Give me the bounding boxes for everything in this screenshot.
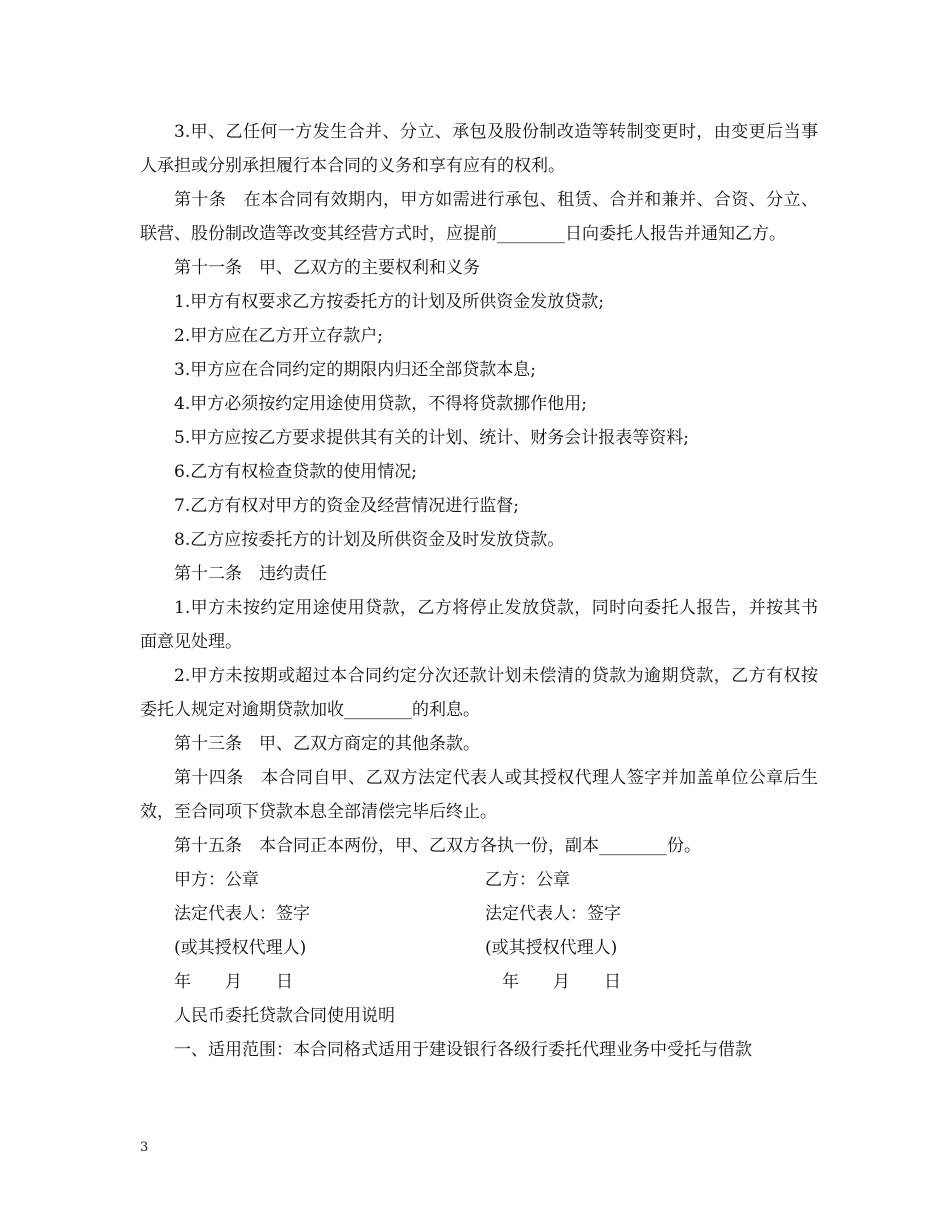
paragraph: 4.甲方必须按约定用途使用贷款，不得将贷款挪作他用; <box>174 394 587 414</box>
paragraph: 2.甲方未按期或超过本合同约定分次还款计划未偿清的贷款为逾期贷款，乙方有权按委托人规定对逾期贷款加收________的利息。 <box>140 666 818 720</box>
paragraph: 3.甲方应在合同约定的期限内归还全部贷款本息; <box>174 360 536 380</box>
party-a-agent: (或其授权代理人) <box>174 938 307 958</box>
paragraph: 6.乙方有权检查贷款的使用情况; <box>174 462 417 482</box>
signature-row-date <box>140 965 818 999</box>
paragraph: 1.甲方未按约定用途使用贷款，乙方将停止发放贷款，同时向委托人报告，并按其书面意见处理。 <box>140 598 818 652</box>
paragraph: 3.甲、乙任何一方发生合并、分立、承包及股份制改造等转制变更时，由变更后当事人承担或分别承担履行本合同的义务和享有应有的权利。 <box>140 122 818 176</box>
signature-row-seal <box>140 863 818 897</box>
paragraph: 第十五条 本合同正本两份，甲、乙双方各执一份，副本________份。 <box>174 836 701 856</box>
section-heading: 人民币委托贷款合同使用说明 <box>174 1006 395 1026</box>
page-number: 3 <box>140 1140 149 1155</box>
paragraph: 第十条 在本合同有效期内，甲方如需进行承包、租赁、合并和兼并、合资、分立、联营、股份制改造等改变其经营方式时，应提前________日向委托人报告并通知乙方。 <box>140 190 818 244</box>
party-a-date: 年 月 日 <box>174 972 293 992</box>
paragraph: 第十四条 本合同自甲、乙双方法定代表人或其授权代理人签字并加盖单位公章后生效，至合同项下贷款本息全部清偿完毕后终止。 <box>140 768 818 822</box>
party-b-representative: 法定代表人：签字 <box>485 904 621 924</box>
signature-row-representative <box>140 897 818 931</box>
party-a-seal: 甲方：公章 <box>174 870 259 890</box>
paragraph: 7.乙方有权对甲方的资金及经营情况进行监督; <box>174 496 519 516</box>
paragraph: 第十三条 甲、乙双方商定的其他条款。 <box>174 734 480 754</box>
paragraph: 第十一条 甲、乙双方的主要权利和义务 <box>174 258 480 278</box>
paragraph: 2.甲方应在乙方开立存款户; <box>174 326 383 346</box>
paragraph: 一、适用范围：本合同格式适用于建设银行各级行委托代理业务中受托与借款 <box>174 1040 752 1060</box>
party-b-date: 年 月 日 <box>502 972 621 992</box>
paragraph: 8.乙方应按委托方的计划及所供资金及时发放贷款。 <box>174 530 565 550</box>
paragraph: 第十二条 违约责任 <box>174 564 327 584</box>
signature-row-agent <box>140 931 818 965</box>
paragraph: 1.甲方有权要求乙方按委托方的计划及所供资金发放贷款; <box>174 292 604 312</box>
party-b-agent: (或其授权代理人) <box>485 938 618 958</box>
party-b-seal: 乙方：公章 <box>485 870 570 890</box>
party-a-representative: 法定代表人：签字 <box>174 904 310 924</box>
paragraph: 5.甲方应按乙方要求提供其有关的计划、统计、财务会计报表等资料; <box>174 428 689 448</box>
document-body <box>140 115 818 1067</box>
